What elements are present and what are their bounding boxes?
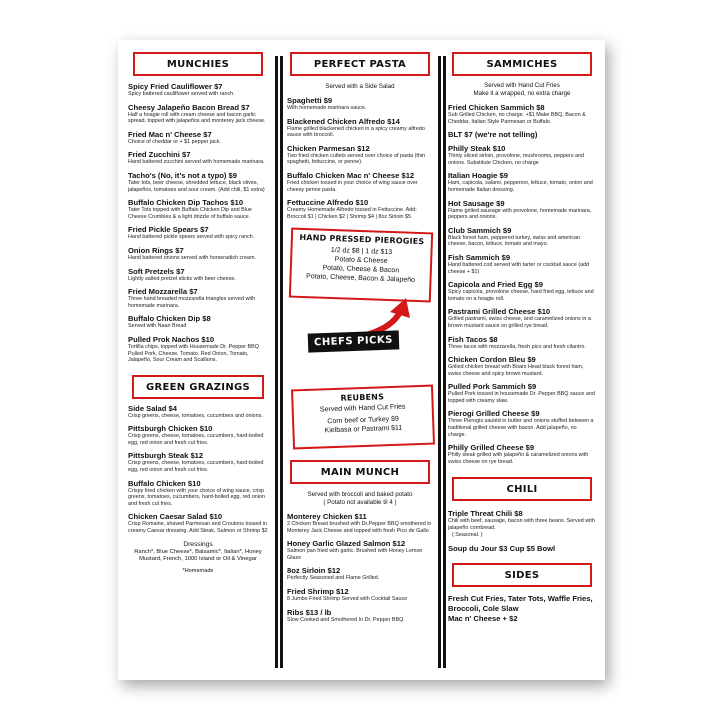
sammiches-list (448, 103, 596, 465)
list-item (128, 404, 268, 420)
pierogies-line: Potato & Cheese (334, 256, 388, 265)
reubens-box (291, 385, 435, 450)
item-desc: ( Seasonal. ) (452, 531, 483, 538)
item-desc: Perfectly Seasoned and Flame Grilled. (287, 575, 380, 582)
item-desc: Chili with beef, sausage, bacon with three beans. Served with jalapeño cornbread. (448, 518, 595, 532)
list-item (448, 335, 596, 351)
item-name: Philly Grilled Cheese $9 (448, 443, 535, 453)
item-desc: Grilled chicken breast with Boars Head black forest ham, swiss cheese and spicy brown mustard. (448, 364, 584, 377)
sides-header: SIDES (452, 563, 592, 587)
item-name: Spicy Fried Cauliflower $7 (128, 82, 223, 91)
sides-line: Fresh Cut Fries, Tater Tots, Waffle Fries, Broccoli, Cole Slaw (448, 594, 593, 614)
dressings-list: Ranch*, Blue Cheese*, Balsamic*, Italian*, Honey Mustard, French, 1000 Island or Oil & Vinegar (134, 548, 262, 563)
list-item (448, 355, 596, 377)
list-item (448, 307, 596, 329)
item-desc: Served with Naan Bread (128, 323, 187, 330)
item-name: Pastrami Grilled Cheese $10 (448, 307, 551, 317)
item-name: Buffalo Chicken $10 (128, 478, 201, 488)
item-desc: Spicy capicola, provolone cheese, hard fried egg, lettuce and tomato on a hoagie roll. (448, 289, 594, 302)
item-desc: Crisp greens, cheese, tomatoes, cucumbers and onions. (128, 412, 263, 419)
list-item (128, 314, 268, 330)
item-name: Onion Rings $7 (128, 245, 184, 255)
item-name: Buffalo Chicken Mac n' Cheese $12 (287, 170, 415, 180)
menu-page (118, 40, 605, 680)
item-name: Honey Garlic Glazed Salmon $12 (287, 539, 406, 549)
item-desc: Spicy battered cauliflower served with ranch. (128, 91, 235, 97)
list-item (448, 103, 596, 125)
item-name: Buffalo Chicken Dip Tachos $10 (128, 198, 244, 208)
green-grazings-header: GREEN GRAZINGS (132, 375, 264, 399)
list-item (287, 539, 433, 561)
item-name: Buffalo Chicken Dip $8 (128, 314, 211, 324)
item-desc: With homemade marinara sauce. (287, 105, 367, 111)
list-item (448, 253, 596, 275)
item-name: Spaghetti $9 (287, 96, 333, 105)
list-item (128, 512, 268, 534)
item-name: Side Salad $4 (128, 403, 177, 413)
item-name: Pittsburgh Steak $12 (128, 451, 204, 461)
middle-column (287, 52, 433, 220)
list-item (448, 226, 596, 248)
list-item (448, 409, 596, 438)
item-name: 8oz Sirloin $12 (287, 566, 341, 576)
list-item (448, 509, 596, 538)
item-name: Tacho's (No, it's not a typo) $9 (128, 170, 237, 180)
item-desc: Crisp greens, cheese, tomatoes, cucumbers, hard-boiled egg, red onion and fresh cut fries. (128, 433, 264, 446)
list-item (128, 198, 268, 220)
item-desc: Grilled pastrami, swiss cheese, and caramelized onions in a brown mustard sauce on grilled rye bread. (448, 316, 591, 329)
item-name: Hot Sausage $9 (448, 198, 505, 208)
list-item (448, 144, 596, 166)
item-name: Fettuccine Alfredo $10 (287, 198, 369, 208)
item-desc: Philly steak grilled with jalapeño & caramelized onions with swiss cheese on rye bread. (448, 452, 589, 465)
list-item (287, 117, 433, 139)
chefs-picks-label: CHEFS PICKS (308, 330, 400, 352)
list-item (128, 479, 268, 508)
main-subtitle-note: ( Potato not available til 4 ) (323, 499, 397, 506)
item-desc: Tater tots, beer cheese, shredded lettuce, black olives, jalapeños, tomatoes and sour cream. (Add chili, $1 extra) (128, 179, 265, 193)
list-item (287, 512, 433, 534)
item-name: Pulled Pork Sammich $9 (448, 382, 537, 392)
list-item (128, 103, 268, 125)
item-desc: Three hand breaded mozzarella triangles served with homemade marinara. (128, 296, 256, 309)
main-munch-header: MAIN MUNCH (290, 460, 430, 484)
list-item (128, 225, 268, 241)
item-name: Pierogi Grilled Cheese $9 (448, 409, 540, 419)
item-desc: Choice of cheddar or + $1 pepper jack. (128, 138, 222, 145)
pasta-list (287, 96, 433, 220)
chili-header: CHILI (452, 477, 592, 501)
list-item (128, 451, 268, 473)
item-desc: Hand battered onions served with horseradish cream. (128, 254, 256, 261)
item-name: Pittsburgh Chicken $10 (128, 424, 213, 434)
list-item (448, 199, 596, 221)
reubens-title: REUBENS (340, 392, 385, 403)
item-name: Chicken Parmesan $12 (287, 143, 370, 153)
reubens-line: Corn beef or Turkey $9 (327, 415, 400, 426)
green-grazings-list (128, 404, 268, 535)
item-name: Capicola and Fried Egg $9 (448, 280, 543, 290)
item-name: Fried Zucchini $7 (128, 150, 191, 160)
list-item (448, 443, 596, 465)
item-desc: Salmon pan fried with garlic. Brushed with Honey Lemon Glaze (287, 548, 423, 561)
main-munch-list (287, 512, 433, 623)
item-desc: Thinly sliced sirloin, provolone, mushrooms, peppers and onions. Substitute Chicken, no charge (448, 153, 585, 166)
munchies-list (128, 82, 268, 364)
item-desc: Pulled Pork tossed in housemade Dr. Pepper BBQ sauce and topped with creamy slaw. (448, 391, 595, 404)
list-item (128, 335, 268, 364)
perfect-pasta-header: PERFECT PASTA (290, 52, 430, 76)
item-desc: Three Pierogis sautéd in butter and onions stuffed between a traditional grilled cheese with bacon. Add jalapeño, no charge. (448, 418, 594, 438)
item-name: Club Sammich $9 (448, 225, 512, 235)
list-item (128, 267, 268, 283)
list-item (287, 96, 433, 112)
item-desc: Three tacos with mozzarella, fresh pico and fresh cilantro. (448, 343, 586, 350)
soup-du-jour: Soup du Jour $3 Cup $5 Bowl (448, 544, 556, 554)
list-item (448, 130, 596, 139)
pierogies-line: Potato, Cheese & Bacon (322, 264, 400, 275)
main-munch-section (287, 460, 433, 623)
item-desc: 8 Jumbo Fried Shrimp Served with Cocktail Sauce (287, 595, 408, 602)
item-name: Monterey Chicken $11 (287, 512, 367, 521)
item-desc: Flame grilled blackened chicken in a spicy creamy alfredo sauce with broccoli. (287, 125, 425, 139)
item-name: Blackened Chicken Alfredo $14 (287, 116, 400, 126)
list-item (128, 246, 268, 262)
list-item (128, 171, 268, 193)
list-item (128, 130, 268, 146)
pierogies-title: HAND PRESSED PIEROGIES (299, 232, 425, 247)
sammiches-subtitle-note: Make it a wrapped, no extra charge (473, 90, 571, 97)
list-item (448, 280, 596, 302)
item-desc: Black forest ham, peppered turkey, swiss and american cheese, bacon, lettuce, tomato and mayo. (448, 234, 581, 248)
item-desc: Two fried chicken cutlets served over choice of pasta (thin spaghetti, fettuccine, or penne). (287, 152, 426, 166)
item-name: Philly Steak $10 (448, 144, 506, 154)
item-desc: Flame grilled sausage with provolone, homemade marinara, peppers and onions. (448, 207, 592, 221)
list-item (128, 82, 268, 98)
item-name: Chicken Caesar Salad $10 (128, 512, 223, 522)
reubens-line: Kielbasa or Pastrami $11 (324, 424, 403, 435)
sammiches-header: SAMMICHES (452, 52, 592, 76)
item-desc: Lightly salted pretzel sticks with beer cheese. (128, 275, 236, 282)
homemade-note: *Homemade (182, 568, 214, 575)
item-desc: Tater Tots topped with Buffalo Chicken Dip and Blue Cheese Crumbles & a light drizzle of buffalo sauce. (128, 207, 252, 220)
dressings-title: Dressings (183, 540, 213, 548)
item-desc: 2 Chicken Breast brushed with Dr.Pepper BBQ smothered in Monterey Jack Cheese and topped with fresh Pico de Gallo (287, 521, 432, 534)
item-name: Fried Chicken Sammich $8 (448, 103, 545, 112)
item-name: Italian Hoagie $9 (448, 171, 508, 181)
item-name: Pulled Prok Nachos $10 (128, 334, 215, 344)
item-name: Triple Threat Chili $8 (448, 509, 523, 519)
item-name: Fish Tacos $8 (448, 334, 498, 344)
item-name: Fried Mozzarella $7 (128, 287, 198, 297)
item-desc: Crisp greens, cheese, tomatoes, cucumbers, hard-boiled egg, red onion and fresh cut fries. (128, 460, 264, 474)
item-name: Fish Sammich $9 (448, 252, 511, 262)
item-desc: Half a hoagie roll with cream cheese and bacon garlic spread, topped with jalapeños and monterey jack cheese. (128, 111, 266, 125)
list-item (287, 171, 433, 193)
munchies-header: MUNCHIES (133, 52, 263, 76)
list-item (287, 198, 433, 220)
item-name: Fried Shrimp $12 (287, 586, 349, 596)
list-item (287, 566, 433, 582)
pasta-subtitle: Served with a Side Salad (325, 83, 395, 90)
item-desc: Slow Cooked and Smothered In Dr. Pepper BBQ. (287, 616, 405, 623)
pierogies-line: 1/2 dz $8 | 1 dz $13 (330, 246, 393, 257)
list-item (287, 608, 433, 624)
list-item (287, 587, 433, 603)
sammiches-subtitle: Served with Hand Cut Fries (484, 82, 560, 89)
left-column (128, 52, 268, 575)
list-item (287, 144, 433, 166)
item-desc: Hand battered zucchini served with homemade marinara. (128, 159, 265, 166)
item-desc: Creamy Homemade Alfredo tossed in Fettuccine. Add: Broccoli $1 | Chicken $2 | Shrimp $4 | 8oz Sirloin $5 (287, 207, 417, 220)
list-item (448, 382, 596, 404)
item-name: Cheesy Jalapeño Bacon Bread $7 (128, 102, 250, 112)
list-item (128, 287, 268, 309)
list-item (448, 171, 596, 193)
item-name: Ribs $13 / lb (287, 607, 332, 617)
list-item (128, 150, 268, 166)
item-desc: Hand battered pickle spears served with spicy ranch. (128, 234, 255, 241)
item-desc: Hand battered cod served with tarter or cocktail sauce (add cheese + $1) (448, 261, 590, 275)
arrow-head-up (390, 298, 410, 318)
pierogies-line: Potato, Cheese, Bacon & Jalapeño (305, 273, 416, 284)
item-desc: Fried chicken tossed in your choice of wing sauce over cheesy penne pasta. (287, 179, 418, 193)
right-column (448, 52, 596, 624)
item-desc: Ham, capicola, salami, pepperoni, lettuce, tomato, onion and homemade Italian dressing. (448, 180, 593, 193)
item-desc: Tortilla chips, topped with Housemade Dr. Pepper BBQ Pulled Pork, Cheese, Tomato, Red Onion, Tomato, Jalapeño, Sour Cream and Scallions. (128, 343, 259, 364)
item-desc: Crisp Romaine, shaved Parmesan and Croutons tossed in creamy Caesar dressing. Add Steak, Salmon or Shrimp $2 (128, 521, 268, 535)
list-item (128, 424, 268, 446)
sides-line: Mac n' Cheese + $2 (448, 614, 518, 624)
item-desc: Sub Grilled Chicken, no charge. +$1 Make BBQ, Bacon & Cheddar, Italian Style Parmesan or Buffalo. (448, 112, 586, 125)
item-name: Fried Mac n' Cheese $7 (128, 129, 212, 139)
item-name: Fried Pickle Spears $7 (128, 225, 209, 235)
item-name: BLT $7 (we're not telling) (448, 130, 538, 140)
main-subtitle: Served with broccoli and baked potato (307, 491, 413, 498)
item-name: Soft Pretzels $7 (128, 266, 185, 276)
item-desc: Crispy fried chicken with your choice of wing sauce, crisp greens, tomatoes, cucumbers, hard-boiled egg, red onion and fresh cut fries. (128, 487, 265, 507)
item-name: Chicken Cordon Bleu $9 (448, 355, 536, 365)
reubens-line: Served with Hand Cut Fries (319, 403, 406, 414)
